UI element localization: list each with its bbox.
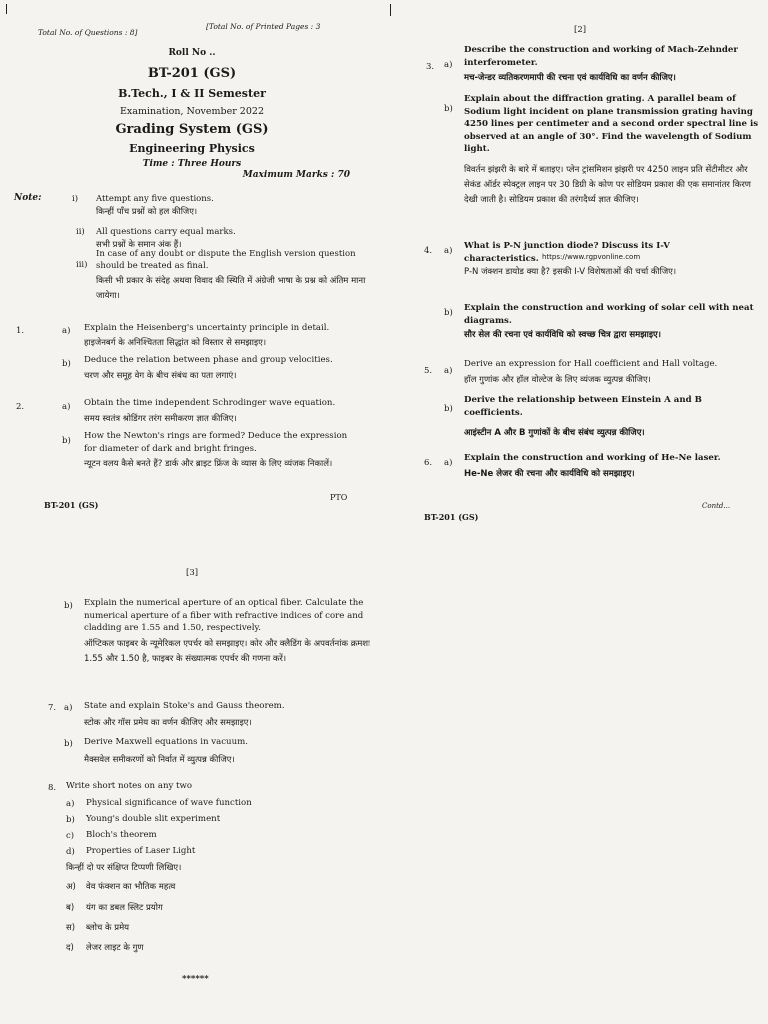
part-label: b) xyxy=(64,601,73,611)
question-1a-en: Explain the Heisenberg's uncertainty principle in detail. xyxy=(84,323,330,333)
question-7a-hi: स्टोक और गॉस प्रमेय का वर्णन कीजिए और समझाइए। xyxy=(84,718,252,728)
list-item: ब्लोच के प्रमेय xyxy=(86,923,130,933)
question-2a-hi: समय स्वतंत्र श्रोडिंगर तरंग समीकरण ज्ञात कीजिए। xyxy=(84,414,237,424)
part-label: a) xyxy=(444,246,453,256)
question-2b-hi: न्यूटन वलय कैसे बनते हैं? डार्क और ब्राइट फ्रिंज के व्यास के लिए व्यंजक निकालें। xyxy=(84,459,333,469)
list-label: b) xyxy=(66,815,75,825)
question-8-intro-hi: किन्हीं दो पर संक्षिप्त टिप्पणी लिखिए। xyxy=(66,863,182,873)
note-hi: सभी प्रश्नों के समान अंक हैं। xyxy=(96,240,182,250)
contd: Contd... xyxy=(702,502,731,510)
question-5a-en: Derive an expression for Hall coefficient and Hall voltage. xyxy=(464,359,718,369)
pto: PTO xyxy=(330,493,348,502)
question-4a-en: What is P-N junction diode? Discuss its I-V characteristics. xyxy=(464,241,670,264)
question-3a-en: Describe the construction and working of Mach-Zehnder interferometer. xyxy=(464,45,738,68)
question-6b-hi: ऑप्टिकल फाइबर के न्यूमेरिकल एपर्चर को समझाइए। कोर और क्लैडिंग के अपवर्तनांक क्रमशः 1.55 और 1.50 है, फाइबर के संख्यात्मक एपर्चर की गणना करें। xyxy=(84,639,370,664)
question-6a-en: Explain the construction and working of He-Ne laser. xyxy=(464,453,721,463)
part-label: a) xyxy=(62,326,71,336)
question-2b-en: How the Newton's rings are formed? Deduce the expression for diameter of dark and bright fringes. xyxy=(84,431,348,454)
question-1b-hi: चरण और समूह वेग के बीच संबंध का पता लगाएं। xyxy=(84,371,237,381)
note-num: i) xyxy=(72,194,79,204)
note-num: iii) xyxy=(76,260,88,270)
question-number: 6. xyxy=(424,458,433,468)
question-4b-en: Explain the construction and working of solar cell with neat diagrams. xyxy=(464,303,754,326)
page-number: [2] xyxy=(574,25,587,35)
question-number: 1. xyxy=(16,326,25,336)
exam-time: Time : Three Hours xyxy=(142,159,242,169)
question-6b-en: Explain the numerical aperture of an optical fiber. Calculate the numerical aperture of a fiber with refractive indices of core and cladding are 1.55 and 1.50, respectively. xyxy=(84,598,364,633)
total-questions: Total No. of Questions : 8] xyxy=(38,28,138,37)
question-3a-hi: मच-जेन्डर व्यतिकरणमापी की रचना एवं कार्यविधि का वर्णन कीजिए। xyxy=(464,73,676,83)
question-5a-hi: हॉल गुणांक और हॉल वोल्टेज के लिए व्यंजक व्युत्पन्न कीजिए। xyxy=(464,375,651,385)
footer-code: BT-201 (GS) xyxy=(44,500,99,510)
list-label: द) xyxy=(66,943,74,953)
question-3b-en: Explain about the diffraction grating. A parallel beam of Sodium light incident on plane transmission grating having 4250 lines per centimeter and a second order spectral line is observed at an angle of 30°. Find the wavelength of Sodium light. xyxy=(464,94,759,154)
note-label: Note: xyxy=(14,193,42,203)
paper-code: BT-201 (GS) xyxy=(147,66,237,81)
question-number: 4. xyxy=(424,246,433,256)
footer-code: BT-201 (GS) xyxy=(424,512,479,522)
note-en: All questions carry equal marks. xyxy=(96,227,236,237)
question-8-intro: Write short notes on any two xyxy=(66,781,193,791)
question-3b-hi: विवर्तन झंझरी के बारे में बताइए। प्लेन ट्रांसमिशन झंझरी पर 4250 लाइन प्रति सेंटीमीटर और सेकंड ऑर्डर स्पेक्ट्रल लाइन पर 30 डिग्री के कोण पर सोडियम प्रकाश की एक समानांतर किरण देखी जाती है। सोडियम प्रकाश की तरंगदैर्ध्य ज्ञात कीजिए। xyxy=(464,165,751,205)
note-en: In case of any doubt or dispute the English version question should be treated as final. xyxy=(96,249,356,271)
total-pages: [Total No. of Printed Pages : 3 xyxy=(206,22,321,31)
watermark-url: https://www.rgpvonline.com xyxy=(542,253,641,261)
question-number: 7. xyxy=(48,703,57,713)
list-label: a) xyxy=(66,799,75,809)
list-item: वेव फंक्शन का भौतिक महत्व xyxy=(86,882,176,892)
note-en: Attempt any five questions. xyxy=(96,194,214,204)
page-3 xyxy=(0,555,400,1024)
part-label: b) xyxy=(444,308,453,318)
list-label: स) xyxy=(66,923,76,933)
question-2a-en: Obtain the time independent Schrodinger wave equation. xyxy=(84,398,336,408)
list-item: Young's double slit experiment xyxy=(86,814,221,824)
list-item: Bloch's theorem xyxy=(86,830,157,840)
page-1 xyxy=(0,0,384,520)
max-marks: Maximum Marks : 70 xyxy=(242,170,350,180)
end-mark: ****** xyxy=(182,974,209,984)
list-label: c) xyxy=(66,831,75,841)
note-hi: किसी भी प्रकार के संदेह अथवा विवाद की स्थिति में अंग्रेजी भाषा के प्रश्न को अंतिम माना जायेगा। xyxy=(96,276,366,301)
question-number: 2. xyxy=(16,402,25,412)
part-label: a) xyxy=(444,366,453,376)
page-number: [3] xyxy=(186,568,199,578)
list-item: Physical significance of wave function xyxy=(86,798,252,808)
part-label: a) xyxy=(64,703,73,713)
grading-system: Grading System (GS) xyxy=(115,122,269,137)
scan-mark xyxy=(390,4,391,16)
question-5b-en: Derive the relationship between Einstein A and B coefficients. xyxy=(464,395,702,418)
scan-mark xyxy=(6,4,7,14)
roll-no: Roll No .. xyxy=(168,48,216,58)
course: B.Tech., I & II Semester xyxy=(118,87,266,100)
question-7b-hi: मैक्सवेल समीकरणों को निर्वात में व्युत्पन्न कीजिए। xyxy=(84,755,235,765)
page-2 xyxy=(384,0,768,540)
part-label: a) xyxy=(444,458,453,468)
question-number: 5. xyxy=(424,366,433,376)
question-1b-en: Deduce the relation between phase and group velocities. xyxy=(84,355,333,365)
part-label: a) xyxy=(62,402,71,412)
question-number: 3. xyxy=(426,62,435,72)
part-label: b) xyxy=(64,739,73,749)
note-num: ii) xyxy=(76,227,85,237)
question-4b-hi: सौर सेल की रचना एवं कार्यविधि को स्वच्छ चित्र द्वारा समझाइए। xyxy=(464,330,661,340)
part-label: a) xyxy=(444,60,453,70)
exam-session: Examination, November 2022 xyxy=(120,106,264,117)
question-5b-hi: आइंस्टीन A और B गुणांकों के बीच संबंध व्युत्पन्न कीजिए। xyxy=(464,428,645,438)
question-6a-hi: He-Ne लेजर की रचना और कार्यविधि को समझाइए। xyxy=(464,469,635,479)
question-1a-hi: हाइजेनबर्ग के अनिश्चितता सिद्धांत को विस्तार से समझाइए। xyxy=(84,338,267,348)
list-label: ब) xyxy=(66,903,75,913)
list-label: अ) xyxy=(66,882,76,892)
list-label: d) xyxy=(66,847,75,857)
list-item: Properties of Laser Light xyxy=(86,846,196,856)
question-7b-en: Derive Maxwell equations in vacuum. xyxy=(84,737,248,747)
note-hi: किन्हीं पाँच प्रश्नों को हल कीजिए। xyxy=(96,207,198,217)
part-label: b) xyxy=(62,359,71,369)
subject: Engineering Physics xyxy=(129,142,255,155)
part-label: b) xyxy=(62,436,71,446)
part-label: b) xyxy=(444,404,453,414)
part-label: b) xyxy=(444,104,453,114)
question-4a-hi: P-N जंक्शन डायोड क्या है? इसकी I-V विशेषताओं की चर्चा कीजिए। xyxy=(464,267,677,277)
question-7a-en: State and explain Stoke's and Gauss theorem. xyxy=(84,701,285,711)
question-number: 8. xyxy=(48,783,57,793)
list-item: लेजर लाइट के गुण xyxy=(86,943,144,953)
list-item: यंग का डबल स्लिट प्रयोग xyxy=(86,903,163,913)
